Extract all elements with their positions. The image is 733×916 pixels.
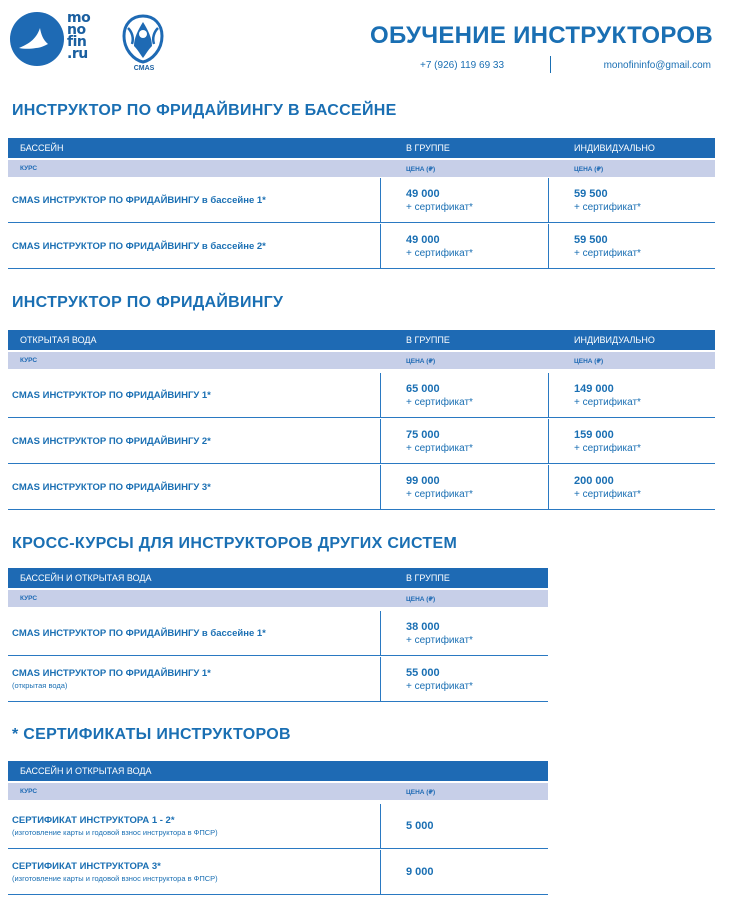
column-subheader: ЦЕНА (₽) xyxy=(406,595,436,603)
table-header-row xyxy=(8,761,548,781)
group-price: 49 000 xyxy=(406,233,440,246)
column-subheader: КУРС xyxy=(20,595,38,602)
group-price: 99 000 xyxy=(406,474,440,487)
group-price: 38 000 xyxy=(406,620,440,633)
column-divider xyxy=(380,850,381,894)
column-divider xyxy=(380,465,381,509)
column-header: ОТКРЫТАЯ ВОДА xyxy=(20,335,97,345)
section-title: ИНСТРУКТОР ПО ФРИДАЙВИНГУ xyxy=(12,294,284,311)
page-title: ОБУЧЕНИЕ ИНСТРУКТОРОВ xyxy=(370,22,713,49)
section-title: * СЕРТИФИКАТЫ ИНСТРУКТОРОВ xyxy=(12,726,291,743)
table-subheader-row xyxy=(8,783,548,800)
column-subheader: ЦЕНА (₽) xyxy=(574,357,604,365)
table-row xyxy=(8,850,548,895)
monofin-logo-icon xyxy=(10,12,64,66)
column-divider xyxy=(380,611,381,655)
table-row xyxy=(8,419,715,464)
table-subheader-row xyxy=(8,160,715,177)
individual-price: 159 000 xyxy=(574,428,614,441)
certificate-note: + сертификат* xyxy=(406,396,473,408)
contact-phone[interactable]: +7 (926) 119 69 33 xyxy=(420,60,505,71)
certificate-note: + сертификат* xyxy=(574,396,641,408)
group-price: 55 000 xyxy=(406,666,440,679)
table-header-row xyxy=(8,330,715,350)
page-header xyxy=(0,0,733,88)
column-divider xyxy=(548,224,549,268)
column-subheader: КУРС xyxy=(20,165,38,172)
column-divider xyxy=(548,465,549,509)
column-subheader: ЦЕНА (₽) xyxy=(406,165,436,173)
certificate-note: + сертификат* xyxy=(406,247,473,259)
column-header: БАССЕЙН xyxy=(20,143,64,153)
column-divider xyxy=(380,657,381,701)
group-price: 65 000 xyxy=(406,382,440,395)
column-subheader: КУРС xyxy=(20,788,38,795)
price-table xyxy=(8,138,715,269)
logo-text-line: fin xyxy=(67,34,87,50)
table-header-row xyxy=(8,568,548,588)
table-subheader-row xyxy=(8,352,715,369)
table-row xyxy=(8,657,548,702)
table-row xyxy=(8,611,548,656)
column-header: ИНДИВИДУАЛЬНО xyxy=(574,143,655,153)
course-name: CMAS ИНСТРУКТОР ПО ФРИДАЙВИНГУ 2* xyxy=(12,435,211,447)
column-header: БАССЕЙН И ОТКРЫТАЯ ВОДА xyxy=(20,766,152,776)
column-divider xyxy=(548,373,549,417)
certificate-note: + сертификат* xyxy=(574,442,641,454)
course-name: CMAS ИНСТРУКТОР ПО ФРИДАЙВИНГУ в бассейне 1* xyxy=(12,627,266,639)
column-divider xyxy=(380,419,381,463)
column-divider xyxy=(380,804,381,848)
column-header: ИНДИВИДУАЛЬНО xyxy=(574,335,655,345)
column-subheader: ЦЕНА (₽) xyxy=(406,357,436,365)
column-divider xyxy=(548,419,549,463)
column-subheader: ЦЕНА (₽) xyxy=(406,788,436,796)
column-divider xyxy=(380,178,381,222)
certificate-note: + сертификат* xyxy=(406,680,473,692)
individual-price: 149 000 xyxy=(574,382,614,395)
certificate-note: + сертификат* xyxy=(406,201,473,213)
column-header: В ГРУППЕ xyxy=(406,335,450,345)
section-title: КРОСС-КУРСЫ ДЛЯ ИНСТРУКТОРОВ ДРУГИХ СИСТЕМ xyxy=(12,535,458,552)
column-header: В ГРУППЕ xyxy=(406,143,450,153)
group-price: 49 000 xyxy=(406,187,440,200)
certificate-note: + сертификат* xyxy=(574,247,641,259)
table-subheader-row xyxy=(8,590,548,607)
section-title: ИНСТРУКТОР ПО ФРИДАЙВИНГУ В БАССЕЙНЕ xyxy=(12,102,397,119)
course-note: (открытая вода) xyxy=(12,681,68,690)
column-subheader: КУРС xyxy=(20,357,38,364)
certificate-note: + сертификат* xyxy=(574,201,641,213)
course-note: (изготовление карты и годовой взнос инструктора в ФПСР) xyxy=(12,874,218,883)
cmas-label: CMAS xyxy=(133,65,155,72)
price-table xyxy=(8,568,548,702)
column-divider xyxy=(380,373,381,417)
course-name: CMAS ИНСТРУКТОР ПО ФРИДАЙВИНГУ 1* xyxy=(12,389,211,401)
column-divider xyxy=(548,178,549,222)
column-header: В ГРУППЕ xyxy=(406,573,450,583)
certificate-note: + сертификат* xyxy=(574,488,641,500)
table-row xyxy=(8,178,715,223)
course-name: СЕРТИФИКАТ ИНСТРУКТОРА 1 - 2* xyxy=(12,815,175,826)
table-row xyxy=(8,465,715,510)
group-price: 75 000 xyxy=(406,428,440,441)
column-subheader: ЦЕНА (₽) xyxy=(574,165,604,173)
price-value: 9 000 xyxy=(406,866,434,878)
contact-email[interactable]: monofininfo@gmail.com xyxy=(603,60,711,71)
price-table xyxy=(8,761,548,895)
table-row xyxy=(8,224,715,269)
price-value: 5 000 xyxy=(406,820,434,832)
logo-wordmark xyxy=(67,12,101,60)
course-name: CMAS ИНСТРУКТОР ПО ФРИДАЙВИНГУ в бассейне 2* xyxy=(12,240,266,252)
certificate-note: + сертификат* xyxy=(406,634,473,646)
table-row xyxy=(8,804,548,849)
individual-price: 59 500 xyxy=(574,233,608,246)
course-note: (изготовление карты и годовой взнос инструктора в ФПСР) xyxy=(12,828,218,837)
column-header: БАССЕЙН И ОТКРЫТАЯ ВОДА xyxy=(20,573,152,583)
table-header-row xyxy=(8,138,715,158)
logo-text-line: no xyxy=(67,22,86,38)
price-table xyxy=(8,330,715,510)
course-name: СЕРТИФИКАТ ИНСТРУКТОРА 3* xyxy=(12,861,161,872)
course-name: CMAS ИНСТРУКТОР ПО ФРИДАЙВИНГУ 3* xyxy=(12,481,211,493)
logo-text-line: .ru xyxy=(67,46,88,62)
column-divider xyxy=(380,224,381,268)
course-name: CMAS ИНСТРУКТОР ПО ФРИДАЙВИНГУ в бассейне 1* xyxy=(12,194,266,206)
logo-text-line: mo xyxy=(67,10,91,26)
certificate-note: + сертификат* xyxy=(406,442,473,454)
table-row xyxy=(8,373,715,418)
certificate-note: + сертификат* xyxy=(406,488,473,500)
contact-divider xyxy=(550,56,551,73)
individual-price: 59 500 xyxy=(574,187,608,200)
individual-price: 200 000 xyxy=(574,474,614,487)
course-name: CMAS ИНСТРУКТОР ПО ФРИДАЙВИНГУ 1* xyxy=(12,668,211,679)
